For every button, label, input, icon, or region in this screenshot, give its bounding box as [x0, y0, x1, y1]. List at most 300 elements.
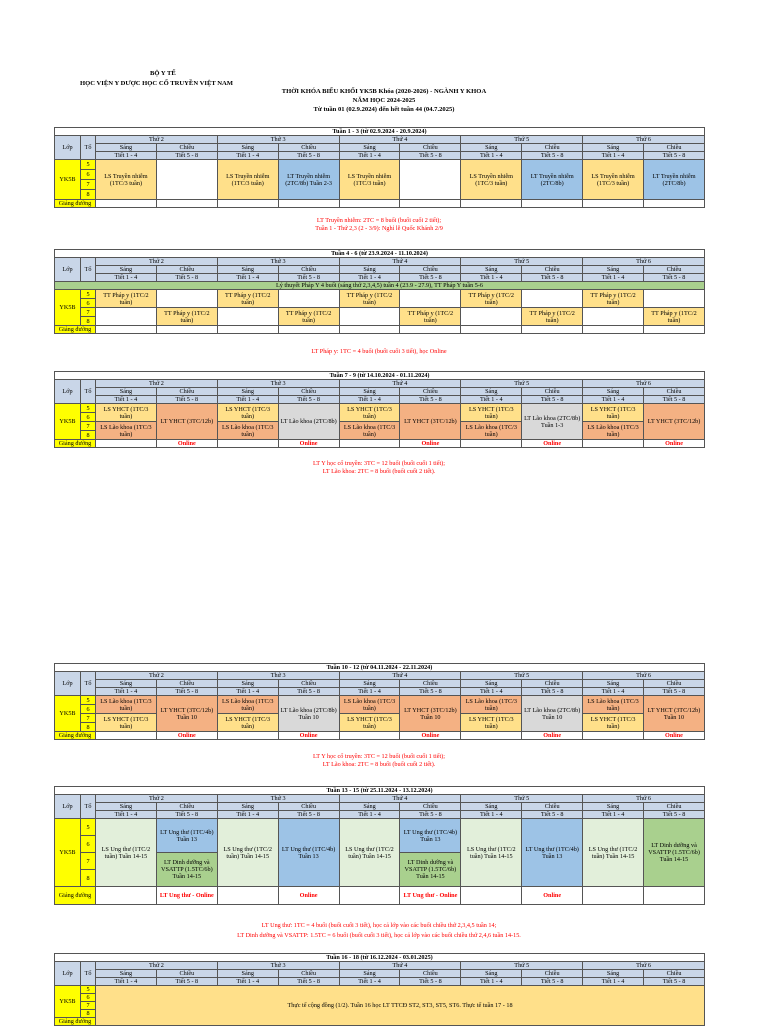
session-header: Sáng [461, 680, 522, 688]
session-header: Chiều [644, 266, 705, 274]
col-to: Tổ [81, 136, 96, 160]
academy-label: HỌC VIỆN Y DƯỢC HỌC CỔ TRUYỀN VIỆT NAM [80, 80, 234, 87]
session-header: Sáng [461, 144, 522, 152]
period-header: Tiết 5 - 8 [400, 978, 461, 986]
online-label: LT Ung thư - Online [400, 887, 461, 905]
online-label: Online [522, 440, 583, 448]
note: LT Lão khoa: 2TC = 8 buổi (buổi cuối 2 tiết). [322, 761, 436, 768]
session-header: Chiều [400, 144, 461, 152]
day-header: Thứ 5 [461, 672, 583, 680]
block-title: Tuần 10 - 12 (từ 04.11.2024 - 22.11.2024) [55, 664, 705, 672]
schedule-cell [156, 160, 217, 200]
period-header: Tiết 1 - 4 [217, 274, 278, 282]
session-header: Sáng [96, 388, 157, 396]
session-header: Chiều [522, 388, 583, 396]
online-label: Online [400, 732, 461, 740]
group-cell: 6 [81, 413, 96, 422]
schedule-cell: LS Lão khoa (1TC/3 tuần) [461, 422, 522, 440]
col-to: Tổ [81, 672, 96, 696]
block-title: Tuần 4 - 6 (từ 23.9.2024 - 11.10.2024) [55, 250, 705, 258]
day-header: Thứ 3 [217, 258, 339, 266]
group-cell: 5 [81, 404, 96, 413]
schedule-cell: LT Truyền nhiễm (2TC/8b) Tuần 2-3 [278, 160, 339, 200]
day-header: Thứ 2 [96, 672, 218, 680]
group-cell: 7 [81, 853, 96, 870]
session-header: Sáng [217, 266, 278, 274]
group-cell: 8 [81, 723, 96, 732]
period-header: Tiết 1 - 4 [96, 811, 157, 819]
session-header: Sáng [96, 803, 157, 811]
period-header: Tiết 5 - 8 [644, 978, 705, 986]
session-header: Sáng [339, 680, 400, 688]
block-title: Tuần 1 - 3 (từ 02.9.2024 - 20.9.2024) [55, 128, 705, 136]
schedule-cell: LS Ung thư (1TC/2 tuần) Tuần 14-15 [96, 819, 157, 887]
schedule-cell: TT Pháp y (1TC/2 tuần) [217, 290, 278, 308]
schedule-cell: LS Ung thư (1TC/2 tuần) Tuần 14-15 [217, 819, 278, 887]
session-header: Chiều [278, 144, 339, 152]
online-label: Online [156, 732, 217, 740]
session-header: Chiều [400, 266, 461, 274]
schedule-cell: LT YHCT (3TC/12b) [644, 404, 705, 440]
banner-cell: Thực tế cộng đồng (1/2). Tuần 16 học LT TTCĐ ST2, ST3, ST5, ST6. Thực tế tuần 17 - 18 [96, 986, 705, 1026]
period-header: Tiết 5 - 8 [522, 274, 583, 282]
schedule-cell: LS Lão khoa (1TC/3 tuần) [96, 422, 157, 440]
period-header: Tiết 1 - 4 [461, 152, 522, 160]
block-title: Tuần 7 - 9 (từ 14.10.2024 - 01.11.2024) [55, 372, 705, 380]
period-header: Tiết 1 - 4 [583, 152, 644, 160]
day-header: Thứ 3 [217, 136, 339, 144]
schedule-cell: LS YHCT (1TC/3 tuần) [339, 714, 400, 732]
lecture-hall-label: Giảng đường [55, 1018, 96, 1026]
period-header: Tiết 1 - 4 [217, 688, 278, 696]
block-title: Tuần 16 - 18 (từ 16.12.2024 - 03.01.2025) [55, 954, 705, 962]
day-header: Thứ 4 [339, 962, 461, 970]
schedule-cell: LT YHCT (3TC/12b) Tuần 10 [400, 696, 461, 732]
period-header: Tiết 1 - 4 [217, 152, 278, 160]
session-header: Sáng [339, 266, 400, 274]
schedule-cell: TT Pháp y (1TC/2 tuần) [339, 290, 400, 308]
schedule-cell: LT YHCT (3TC/12b) [156, 404, 217, 440]
group-cell: 8 [81, 317, 96, 326]
period-header: Tiết 1 - 4 [96, 688, 157, 696]
period-header: Tiết 1 - 4 [96, 274, 157, 282]
session-header: Sáng [583, 144, 644, 152]
period-header: Tiết 5 - 8 [522, 152, 583, 160]
page-title: THỜI KHÓA BIỂU KHỐI YK5B Khóa (2020-2026) - NGÀNH Y KHOA [281, 88, 487, 95]
period-header: Tiết 1 - 4 [96, 152, 157, 160]
schedule-cell: LT YHCT (3TC/12b) Tuần 10 [644, 696, 705, 732]
online-label: Online [278, 440, 339, 448]
schedule-cell: LS Lão khoa (1TC/3 tuần) [96, 696, 157, 714]
date-range: Từ tuần 01 (02.9.2024) đến hết tuần 44 (04.7.2025) [313, 106, 455, 113]
session-header: Sáng [461, 266, 522, 274]
session-header: Sáng [583, 266, 644, 274]
schedule-cell: LS Truyền nhiễm (1TC/3 tuần) [217, 160, 278, 200]
session-header: Chiều [156, 144, 217, 152]
day-header: Thứ 6 [583, 258, 705, 266]
note: Tuần 1 - Thứ 2,3 (2 - 3/9): Nghỉ lễ Quốc Khánh 2/9 [315, 225, 443, 232]
group-cell: 5 [81, 290, 96, 299]
schedule-cell: LT Ung thư (1TC/4b) Tuần 13 [400, 819, 461, 853]
note: LT Y học cổ truyền: 3TC = 12 buổi (buổi cuối 1 tiết); [313, 753, 445, 760]
period-header: Tiết 1 - 4 [583, 811, 644, 819]
session-header: Sáng [339, 970, 400, 978]
period-header: Tiết 1 - 4 [339, 152, 400, 160]
timetable-weeks-10-12 [54, 663, 705, 740]
session-header: Chiều [400, 680, 461, 688]
period-header: Tiết 5 - 8 [400, 152, 461, 160]
period-header: Tiết 1 - 4 [461, 978, 522, 986]
period-header: Tiết 1 - 4 [96, 396, 157, 404]
period-header: Tiết 1 - 4 [461, 274, 522, 282]
day-header: Thứ 5 [461, 795, 583, 803]
group-cell: 6 [81, 299, 96, 308]
schedule-cell: LS Lão khoa (1TC/3 tuần) [583, 422, 644, 440]
session-header: Sáng [96, 266, 157, 274]
schedule-cell: LT Dinh dưỡng và VSATTP (1.5TC/6b) Tuần 14-15 [156, 853, 217, 887]
period-header: Tiết 5 - 8 [278, 811, 339, 819]
session-header: Sáng [583, 970, 644, 978]
period-header: Tiết 5 - 8 [156, 688, 217, 696]
schedule-cell: TT Pháp y (1TC/2 tuần) [400, 308, 461, 326]
period-header: Tiết 1 - 4 [217, 811, 278, 819]
period-header: Tiết 5 - 8 [156, 274, 217, 282]
schedule-cell: LS Lão khoa (1TC/3 tuần) [339, 696, 400, 714]
session-header: Chiều [278, 266, 339, 274]
day-header: Thứ 2 [96, 258, 218, 266]
period-header: Tiết 1 - 4 [583, 688, 644, 696]
session-header: Sáng [583, 388, 644, 396]
online-label: LT Ung thư - Online [156, 887, 217, 905]
schedule-cell: TT Pháp y (1TC/2 tuần) [461, 290, 522, 308]
schedule-cell: LS YHCT (1TC/3 tuần) [583, 404, 644, 422]
schedule-cell: TT Pháp y (1TC/2 tuần) [583, 290, 644, 308]
day-header: Thứ 4 [339, 136, 461, 144]
schedule-cell: LT Dinh dưỡng và VSATTP (1.5TC/6b) Tuần 14-15 [400, 853, 461, 887]
period-header: Tiết 5 - 8 [644, 688, 705, 696]
session-header: Chiều [156, 388, 217, 396]
session-header: Chiều [644, 680, 705, 688]
group-cell: 6 [81, 170, 96, 180]
period-header: Tiết 5 - 8 [156, 396, 217, 404]
session-header: Chiều [278, 803, 339, 811]
note: LT Lão khoa: 2TC = 8 buổi (buổi cuối 2 tiết). [322, 468, 436, 475]
session-header: Chiều [400, 970, 461, 978]
day-header: Thứ 2 [96, 380, 218, 388]
session-header: Chiều [156, 803, 217, 811]
period-header: Tiết 1 - 4 [461, 396, 522, 404]
period-header: Tiết 5 - 8 [400, 688, 461, 696]
day-header: Thứ 4 [339, 380, 461, 388]
group-cell: 8 [81, 870, 96, 887]
session-header: Sáng [461, 803, 522, 811]
lecture-hall-label: Giảng đường [55, 887, 96, 905]
session-header: Chiều [522, 970, 583, 978]
day-header: Thứ 6 [583, 672, 705, 680]
group-cell: 7 [81, 180, 96, 190]
schedule-cell: LS Lão khoa (1TC/3 tuần) [217, 422, 278, 440]
period-header: Tiết 1 - 4 [583, 274, 644, 282]
session-header: Sáng [217, 970, 278, 978]
col-to: Tổ [81, 380, 96, 404]
day-header: Thứ 6 [583, 380, 705, 388]
schedule-cell: TT Pháp y (1TC/2 tuần) [278, 308, 339, 326]
schedule-cell: LS YHCT (1TC/3 tuần) [96, 714, 157, 732]
period-header: Tiết 1 - 4 [217, 978, 278, 986]
col-lop: Lớp [55, 672, 81, 696]
day-header: Thứ 2 [96, 136, 218, 144]
schedule-cell: LT YHCT (3TC/12b) Tuần 10 [156, 696, 217, 732]
schedule-cell: LT Lão khoa (2TC/8b) Tuần 10 [522, 696, 583, 732]
note: LT Y học cổ truyền: 3TC = 12 buổi (buổi cuối 1 tiết); [313, 460, 445, 467]
schedule-cell: LS Lão khoa (1TC/3 tuần) [217, 696, 278, 714]
schedule-cell: LS YHCT (1TC/3 tuần) [461, 714, 522, 732]
schedule-cell: TT Pháp y (1TC/2 tuần) [156, 308, 217, 326]
session-header: Sáng [339, 388, 400, 396]
period-header: Tiết 1 - 4 [339, 811, 400, 819]
schedule-cell: LS YHCT (1TC/3 tuần) [96, 404, 157, 422]
lecture-hall-label: Giảng đường [55, 200, 96, 208]
period-header: Tiết 1 - 4 [583, 396, 644, 404]
online-label: Online [522, 887, 583, 905]
timetable-weeks-1-3 [54, 127, 705, 208]
session-header: Chiều [156, 970, 217, 978]
class-cell: YK5B [55, 696, 81, 732]
day-header: Thứ 5 [461, 258, 583, 266]
period-header: Tiết 1 - 4 [339, 688, 400, 696]
online-label: Online [278, 732, 339, 740]
group-cell: 8 [81, 1010, 96, 1018]
col-to: Tổ [81, 258, 96, 282]
session-header: Sáng [339, 803, 400, 811]
period-header: Tiết 5 - 8 [156, 978, 217, 986]
session-header: Chiều [156, 680, 217, 688]
timetable-weeks-16-18 [54, 953, 705, 1026]
period-header: Tiết 5 - 8 [522, 811, 583, 819]
day-header: Thứ 4 [339, 672, 461, 680]
period-header: Tiết 1 - 4 [96, 978, 157, 986]
class-cell: YK5B [55, 819, 81, 887]
period-header: Tiết 1 - 4 [461, 688, 522, 696]
day-header: Thứ 4 [339, 795, 461, 803]
day-header: Thứ 2 [96, 962, 218, 970]
schedule-cell: TT Pháp y (1TC/2 tuần) [522, 308, 583, 326]
period-header: Tiết 1 - 4 [583, 978, 644, 986]
session-header: Chiều [644, 970, 705, 978]
schedule-cell: LT Dinh dưỡng và VSATTP (1.5TC/6b) Tuần 14-15 [644, 819, 705, 887]
period-header: Tiết 5 - 8 [522, 688, 583, 696]
group-cell: 5 [81, 696, 96, 705]
school-year: NĂM HỌC 2024-2025 [352, 97, 416, 104]
schedule-cell: LT Lão khoa (2TC/8b) Tuần 10 [278, 696, 339, 732]
session-header: Chiều [522, 803, 583, 811]
day-header: Thứ 3 [217, 672, 339, 680]
group-cell: 6 [81, 836, 96, 853]
group-cell: 7 [81, 714, 96, 723]
day-header: Thứ 2 [96, 795, 218, 803]
session-header: Sáng [217, 803, 278, 811]
col-lop: Lớp [55, 258, 81, 282]
day-header: Thứ 4 [339, 258, 461, 266]
session-header: Chiều [522, 680, 583, 688]
session-header: Chiều [644, 144, 705, 152]
schedule-cell: LS Truyền nhiễm (1TC/3 tuần) [583, 160, 644, 200]
group-cell: 8 [81, 190, 96, 200]
schedule-cell: LT Truyền nhiễm (2TC/8b) [522, 160, 583, 200]
schedule-cell: LS YHCT (1TC/3 tuần) [583, 714, 644, 732]
session-header: Chiều [400, 803, 461, 811]
schedule-cell: LT Lão khoa (2TC/8b) [278, 404, 339, 440]
session-header: Chiều [522, 144, 583, 152]
timetable-weeks-4-6 [54, 249, 705, 334]
session-header: Sáng [217, 388, 278, 396]
col-lop: Lớp [55, 962, 81, 986]
col-lop: Lớp [55, 380, 81, 404]
session-header: Chiều [278, 970, 339, 978]
period-header: Tiết 5 - 8 [400, 274, 461, 282]
banner-cell: Lý thuyết Pháp Y 4 buổi (sáng thứ 2,3,4,5) tuần 4 (23.9 - 27.9), TT Pháp Y tuần 5-6 [55, 282, 705, 290]
group-cell: 7 [81, 1002, 96, 1010]
period-header: Tiết 5 - 8 [400, 811, 461, 819]
period-header: Tiết 5 - 8 [644, 152, 705, 160]
group-cell: 6 [81, 994, 96, 1002]
day-header: Thứ 6 [583, 136, 705, 144]
schedule-cell: LS YHCT (1TC/3 tuần) [217, 714, 278, 732]
note: LT Truyền nhiễm: 2TC = 8 buổi (buổi cuối 2 tiết); [316, 217, 442, 224]
period-header: Tiết 5 - 8 [278, 688, 339, 696]
period-header: Tiết 5 - 8 [156, 152, 217, 160]
session-header: Sáng [217, 680, 278, 688]
session-header: Sáng [96, 144, 157, 152]
day-header: Thứ 3 [217, 380, 339, 388]
class-cell: YK5B [55, 986, 81, 1018]
day-header: Thứ 3 [217, 962, 339, 970]
note: LT Pháp y: 1TC = 4 buổi (buổi cuối 3 tiết), học Online [311, 348, 447, 355]
schedule-cell: LS YHCT (1TC/3 tuần) [339, 404, 400, 422]
schedule-cell: LT Lão khoa (2TC/8b) Tuần 1-3 [522, 404, 583, 440]
timetable-weeks-13-15 [54, 786, 705, 905]
col-to: Tổ [81, 795, 96, 819]
group-cell: 5 [81, 986, 96, 994]
period-header: Tiết 5 - 8 [644, 811, 705, 819]
lecture-hall-label: Giảng đường [55, 732, 96, 740]
online-label: Online [156, 440, 217, 448]
day-header: Thứ 5 [461, 136, 583, 144]
class-cell: YK5B [55, 404, 81, 440]
session-header: Sáng [217, 144, 278, 152]
period-header: Tiết 5 - 8 [156, 811, 217, 819]
day-header: Thứ 3 [217, 795, 339, 803]
schedule-cell: LS Lão khoa (1TC/3 tuần) [339, 422, 400, 440]
day-header: Thứ 5 [461, 380, 583, 388]
block-title: Tuần 13 - 15 (từ 25.11.2024 - 13.12.2024) [55, 787, 705, 795]
schedule-cell: LS YHCT (1TC/3 tuần) [461, 404, 522, 422]
period-header: Tiết 5 - 8 [278, 978, 339, 986]
period-header: Tiết 5 - 8 [278, 274, 339, 282]
schedule-cell: LS Lão khoa (1TC/3 tuần) [461, 696, 522, 714]
period-header: Tiết 5 - 8 [278, 396, 339, 404]
session-header: Sáng [583, 680, 644, 688]
schedule-cell: LT Ung thư (1TC/4b) Tuần 13 [278, 819, 339, 887]
session-header: Chiều [400, 388, 461, 396]
ministry-label: BỘ Y TẾ [150, 70, 176, 77]
schedule-cell: LS Truyền nhiễm (1TC/3 tuần) [96, 160, 157, 200]
period-header: Tiết 1 - 4 [339, 396, 400, 404]
period-header: Tiết 1 - 4 [461, 811, 522, 819]
session-header: Sáng [461, 970, 522, 978]
schedule-cell: LT Ung thư (1TC/4b) Tuần 13 [156, 819, 217, 853]
session-header: Sáng [583, 803, 644, 811]
schedule-cell: LS Truyền nhiễm (1TC/3 tuần) [339, 160, 400, 200]
period-header: Tiết 5 - 8 [522, 978, 583, 986]
period-header: Tiết 1 - 4 [339, 274, 400, 282]
group-cell: 5 [81, 819, 96, 836]
group-cell: 8 [81, 431, 96, 440]
session-header: Chiều [278, 680, 339, 688]
day-header: Thứ 5 [461, 962, 583, 970]
schedule-cell: LS Ung thư (1TC/2 tuần) Tuần 14-15 [583, 819, 644, 887]
session-header: Chiều [644, 803, 705, 811]
schedule-cell [400, 160, 461, 200]
session-header: Sáng [96, 970, 157, 978]
online-label: Online [522, 732, 583, 740]
online-label: Online [400, 440, 461, 448]
group-cell: 7 [81, 422, 96, 431]
class-cell: YK5B [55, 290, 81, 326]
online-label: Online [644, 440, 705, 448]
timetable-weeks-7-9 [54, 371, 705, 448]
col-lop: Lớp [55, 795, 81, 819]
schedule-cell: LT Truyền nhiễm (2TC/8b) [644, 160, 705, 200]
group-cell: 7 [81, 308, 96, 317]
period-header: Tiết 5 - 8 [644, 396, 705, 404]
period-header: Tiết 5 - 8 [278, 152, 339, 160]
period-header: Tiết 1 - 4 [339, 978, 400, 986]
session-header: Chiều [644, 388, 705, 396]
class-cell: YK5B [55, 160, 81, 200]
schedule-cell: LS Lão khoa (1TC/3 tuần) [583, 696, 644, 714]
lecture-hall-label: Giảng đường [55, 326, 96, 334]
schedule-cell: TT Pháp y (1TC/2 tuần) [96, 290, 157, 308]
session-header: Sáng [96, 680, 157, 688]
note: LT Dinh dưỡng và VSATTP: 1.5TC = 6 buổi (buổi cuối 3 tiết), học cả lớp vào các buổi chiều thứ 2,4,6 tuần 14-15. [237, 932, 521, 939]
session-header: Chiều [522, 266, 583, 274]
online-label: Online [644, 732, 705, 740]
day-header: Thứ 6 [583, 795, 705, 803]
lecture-hall-label: Giảng đường [55, 440, 96, 448]
col-to: Tổ [81, 962, 96, 986]
session-header: Sáng [461, 388, 522, 396]
period-header: Tiết 1 - 4 [217, 396, 278, 404]
note: LT Ung thư: 1TC = 4 buổi (buổi cuối 3 tiết), học cả lớp vào các buổi chiều thứ 2,3,4,5 tuần 14; [261, 922, 497, 929]
schedule-cell: LT Ung thư (1TC/4b) Tuần 13 [522, 819, 583, 887]
schedule-cell: TT Pháp y (1TC/2 tuần) [644, 308, 705, 326]
schedule-cell: LS Ung thư (1TC/2 tuần) Tuần 14-15 [339, 819, 400, 887]
period-header: Tiết 5 - 8 [522, 396, 583, 404]
group-cell: 6 [81, 705, 96, 714]
day-header: Thứ 6 [583, 962, 705, 970]
online-label: Online [278, 887, 339, 905]
group-cell: 5 [81, 160, 96, 170]
period-header: Tiết 5 - 8 [644, 274, 705, 282]
col-lop: Lớp [55, 136, 81, 160]
period-header: Tiết 5 - 8 [400, 396, 461, 404]
schedule-cell: LS Ung thư (1TC/2 tuần) Tuần 14-15 [461, 819, 522, 887]
schedule-cell: LS Truyền nhiễm (1TC/3 tuần) [461, 160, 522, 200]
session-header: Chiều [278, 388, 339, 396]
session-header: Chiều [156, 266, 217, 274]
schedule-cell: LT YHCT (3TC/12b) [400, 404, 461, 440]
